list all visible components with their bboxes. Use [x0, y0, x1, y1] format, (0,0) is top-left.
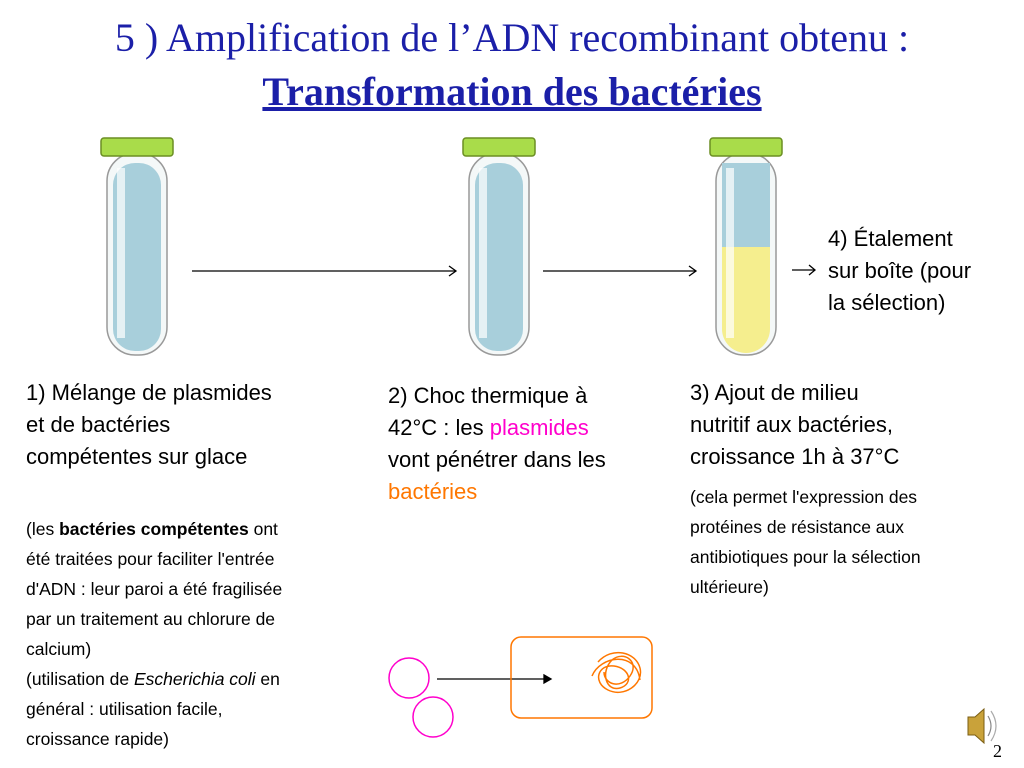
step2-line2-a: 42°C : les: [388, 415, 490, 440]
step2-line: [388, 412, 606, 444]
plasmid-circle-icon: [389, 658, 429, 698]
step4-line: 4) Étalement: [828, 226, 953, 251]
step3-note-line: ultérieure): [690, 577, 769, 597]
bacterium-icon: [511, 637, 652, 718]
step2-line: 2) Choc thermique à: [388, 383, 588, 408]
step1-note-after: ont: [248, 519, 278, 539]
step1-note-bold: bactéries compétentes: [59, 519, 249, 539]
step1-note-line: d'ADN : leur paroi a été fragilisée: [26, 579, 283, 599]
slide-title-line1: 5 ) Amplification de l’ADN recombinant obtenu :: [114, 15, 910, 60]
slide-title-line2: Transformation des bactéries: [262, 69, 762, 114]
step1-text: [26, 377, 272, 473]
arrow-icon: [792, 265, 815, 275]
arrow-icon: [437, 675, 551, 683]
speaker-icon[interactable]: [968, 709, 996, 743]
step3-text: [690, 377, 899, 473]
step2-text: [388, 380, 606, 508]
step1-usage-line: croissance rapide): [26, 729, 169, 749]
step3-line: nutritif aux bactéries,: [690, 412, 893, 437]
step1-note-line: été traitées pour faciliter l'entrée: [26, 549, 275, 569]
step1-note-line: calcium): [26, 639, 92, 659]
arrow-icon: [543, 266, 696, 276]
step1-line: 1) Mélange de plasmides: [26, 380, 272, 405]
step4-line: la sélection): [828, 290, 946, 315]
step3-note-line: protéines de résistance aux: [690, 517, 905, 537]
step1-usage-open: (utilisation de: [26, 669, 134, 689]
test-tube-icon: [710, 138, 782, 355]
step3-line: croissance 1h à 37°C: [690, 444, 900, 469]
step3-note-line: (cela permet l'expression des: [690, 487, 918, 507]
step1-usage-line: général : utilisation facile,: [26, 699, 223, 719]
step2-line: vont pénétrer dans les: [388, 447, 606, 472]
step1-usage-first-line: [26, 664, 282, 694]
step3-note-line: antibiotiques pour la sélection: [690, 547, 921, 567]
step3-note: [690, 482, 921, 602]
step1-note-first-line: [26, 514, 282, 544]
slide-number: 2: [993, 741, 1002, 761]
step1-note-line: par un traitement au chlorure de: [26, 609, 276, 629]
arrow-icon: [192, 266, 456, 276]
step1-usage-italic: Escherichia coli: [133, 669, 256, 689]
step1-line: et de bactéries: [26, 412, 171, 437]
step1-note-open: (les: [26, 519, 60, 539]
test-tube-icon: [463, 138, 535, 355]
step1-note: [26, 514, 282, 754]
step1-line: compétentes sur glace: [26, 444, 248, 469]
step3-line: 3) Ajout de milieu: [690, 380, 859, 405]
step4-line: sur boîte (pour: [828, 258, 972, 283]
step2-bacteries-word: bactéries: [388, 479, 478, 504]
test-tube-icon: [101, 138, 173, 355]
step1-usage-after: en: [255, 669, 280, 689]
plasmid-circle-icon: [413, 697, 453, 737]
step4-text: [828, 223, 971, 319]
step2-plasmides-word: plasmides: [489, 415, 589, 440]
